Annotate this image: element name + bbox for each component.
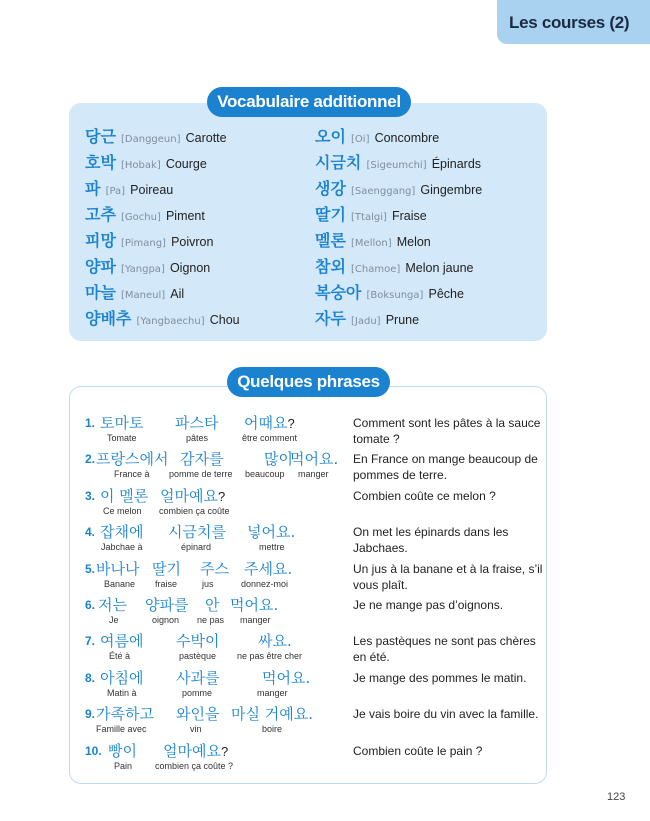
vocab-korean: 파 xyxy=(85,179,101,198)
vocab-item xyxy=(85,306,240,332)
korean-text: 얼마예요 xyxy=(160,487,218,505)
vocab-korean: 딸기 xyxy=(315,205,346,224)
phrase-translation: Un jus à la banane et à la fraise, s’il vous plaît. xyxy=(353,562,543,592)
vocab-korean: 양파 xyxy=(85,257,116,276)
vocab-romanization: [Maneul] xyxy=(121,290,166,301)
phrase-translation: Combien coûte ce melon ? xyxy=(353,489,496,503)
vocab-item xyxy=(315,306,482,332)
phrase-korean-word xyxy=(100,521,143,542)
vocab-french: Concombre xyxy=(374,131,440,145)
phrase-korean-word xyxy=(231,703,313,724)
vocab-romanization: [Oi] xyxy=(351,134,370,145)
phrase-number: 3. xyxy=(85,489,96,503)
phrase-number: 2. xyxy=(85,452,96,466)
vocabulary-column-left xyxy=(85,124,240,332)
phrase-gloss: donnez-moi xyxy=(241,579,289,589)
korean-text: 빵이 xyxy=(108,742,137,760)
korean-text: 가족하고 xyxy=(96,705,154,723)
korean-text: 어때요 xyxy=(244,414,288,432)
korean-text: 감자를 xyxy=(180,450,224,468)
korean-text: 잡채에 xyxy=(100,523,144,541)
korean-text: 와인을 xyxy=(176,705,220,723)
korean-text: 바나나 xyxy=(96,560,140,578)
phrase-number: 4. xyxy=(85,525,96,539)
phrase-gloss: combien ça coûte xyxy=(159,506,230,516)
korean-text: 아침에 xyxy=(100,669,144,687)
phrase-korean-word xyxy=(180,448,223,469)
phrase-translation: Je ne mange pas d’oignons. xyxy=(353,598,504,612)
question-mark: ? xyxy=(217,489,226,504)
question-mark: ? xyxy=(287,416,295,431)
vocab-item xyxy=(315,228,482,254)
korean-text: 마실 거예요. xyxy=(231,705,313,723)
phrase-gloss: Matin à xyxy=(107,688,137,698)
vocab-romanization: [Yangbaechu] xyxy=(136,316,205,327)
phrase-korean-word xyxy=(100,667,143,688)
phrase-gloss: ne pas xyxy=(197,615,225,625)
korean-text: 안 xyxy=(205,596,220,614)
vocab-french: Fraise xyxy=(391,209,427,223)
korean-text: 딸기 xyxy=(152,560,181,578)
korean-text: 토마토 xyxy=(100,414,144,432)
phrase-translation: Je mange des pommes le matin. xyxy=(353,671,527,685)
vocab-item xyxy=(315,254,482,280)
vocab-french: Chou xyxy=(209,313,240,327)
vocabulary-title: Vocabulaire additionnel xyxy=(207,87,411,117)
vocab-item xyxy=(85,228,240,254)
phrase-gloss: oignon xyxy=(152,615,180,625)
phrase-korean-word xyxy=(98,594,127,615)
vocab-romanization: [Sigeumchi] xyxy=(366,160,427,171)
vocab-romanization: [Mellon] xyxy=(351,238,392,249)
vocab-korean: 양배추 xyxy=(85,309,132,328)
phrase-gloss: pastèque xyxy=(179,651,217,661)
chapter-tab xyxy=(497,0,650,44)
phrase-gloss: Pain xyxy=(114,761,133,771)
phrase-gloss: beaucoup xyxy=(245,469,285,479)
vocab-korean: 호박 xyxy=(85,153,116,172)
phrase-korean-word xyxy=(258,630,292,651)
phrase-number: 6. xyxy=(85,598,96,612)
phrase-gloss: manger xyxy=(240,615,271,625)
vocab-french: Piment xyxy=(165,209,205,223)
phrase-korean-word xyxy=(100,630,143,651)
vocab-romanization: [Gochu] xyxy=(121,212,161,223)
korean-text: 얼마예요 xyxy=(163,742,221,760)
vocab-french: Melon xyxy=(396,235,431,249)
phrase-korean-word xyxy=(247,521,295,542)
question-mark: ? xyxy=(220,744,229,759)
phrase-korean-word xyxy=(205,594,220,615)
vocab-french: Courge xyxy=(165,157,207,171)
vocab-french: Oignon xyxy=(169,261,211,275)
phrase-korean-word xyxy=(262,667,310,688)
vocab-item xyxy=(315,124,482,150)
vocab-korean: 당근 xyxy=(85,127,116,146)
phrase-gloss: Jabchae à xyxy=(101,542,143,552)
vocab-item xyxy=(85,124,240,150)
phrase-gloss: Tomate xyxy=(107,433,137,443)
vocab-romanization: [Boksunga] xyxy=(366,290,424,301)
phrase-gloss: boire xyxy=(262,724,283,734)
vocab-item xyxy=(315,280,482,306)
vocab-romanization: [Pa] xyxy=(105,186,126,197)
phrase-korean-word xyxy=(145,594,188,615)
phrase-number: 7. xyxy=(85,634,96,648)
vocab-korean: 마늘 xyxy=(85,283,116,302)
vocab-french: Épinards xyxy=(431,157,482,171)
phrase-gloss: Banane xyxy=(104,579,136,589)
phrase-korean-word xyxy=(264,448,293,469)
vocab-french: Ail xyxy=(170,287,185,301)
vocab-item xyxy=(85,176,240,202)
korean-text: 싸요. xyxy=(258,632,292,650)
korean-text: 프랑스에서 xyxy=(96,450,169,468)
vocab-item xyxy=(85,202,240,228)
vocab-item xyxy=(85,150,240,176)
korean-text: 많이 xyxy=(264,450,293,468)
phrase-gloss: pomme de terre xyxy=(169,469,233,479)
phrase-gloss: Je xyxy=(109,615,119,625)
phrase-korean-word xyxy=(152,558,181,579)
phrase-gloss: pomme xyxy=(182,688,213,698)
phrase-korean-word xyxy=(96,448,168,469)
phrase-gloss: manger xyxy=(257,688,288,698)
korean-text: 먹어요. xyxy=(262,669,311,687)
vocab-korean: 시금치 xyxy=(315,153,362,172)
phrase-korean-word xyxy=(176,703,219,724)
phrase-korean-word xyxy=(175,412,218,433)
korean-text: 여름에 xyxy=(100,632,144,650)
phrase-gloss: fraise xyxy=(155,579,178,589)
vocab-korean: 고추 xyxy=(85,205,116,224)
vocab-korean: 피망 xyxy=(85,231,116,250)
phrase-korean-word xyxy=(230,594,278,615)
phrase-gloss: Été à xyxy=(109,651,131,661)
phrase-number: 9. xyxy=(85,707,96,721)
phrase-gloss: épinard xyxy=(181,542,212,552)
korean-text: 이 멜론 xyxy=(100,487,149,505)
vocab-korean: 참외 xyxy=(315,257,346,276)
chapter-tab-label: Les courses (2) xyxy=(509,13,630,32)
vocab-romanization: [Jadu] xyxy=(351,316,381,327)
vocab-item xyxy=(315,150,482,176)
phrase-gloss: Ce melon xyxy=(103,506,142,516)
phrase-number: 10. xyxy=(85,744,102,758)
phrase-korean-word xyxy=(96,558,139,579)
vocab-french: Prune xyxy=(385,313,420,327)
phrase-korean-word xyxy=(290,448,338,469)
vocab-french: Melon jaune xyxy=(405,261,474,275)
phrase-translation: En France on mange beaucoup de pommes de terre. xyxy=(353,452,538,482)
korean-text: 시금치를 xyxy=(168,523,226,541)
phrase-korean-word xyxy=(244,412,295,433)
korean-text: 양파를 xyxy=(145,596,189,614)
vocab-item xyxy=(315,176,482,202)
vocab-item xyxy=(85,280,240,306)
page-number: 123 xyxy=(607,791,626,803)
phrase-gloss: combien ça coûte ? xyxy=(155,761,234,771)
korean-text: 사과를 xyxy=(176,669,220,687)
vocab-item xyxy=(315,202,482,228)
phrase-korean-word xyxy=(100,412,143,433)
vocab-romanization: [Pimang] xyxy=(121,238,166,249)
phrase-number: 5. xyxy=(85,562,96,576)
phrase-gloss: être comment xyxy=(242,433,298,443)
vocab-romanization: [Yangpa] xyxy=(121,264,165,275)
phrase-translation: Combien coûte le pain ? xyxy=(353,744,483,758)
korean-text: 저는 xyxy=(98,596,127,614)
phrase-korean-word xyxy=(176,630,219,651)
vocab-romanization: [Hobak] xyxy=(121,160,161,171)
phrase-translation: Je vais boire du vin avec la famille. xyxy=(353,707,539,721)
vocab-romanization: [Ttalgi] xyxy=(351,212,387,223)
phrase-gloss: Famille avec xyxy=(96,724,147,734)
vocab-french: Poireau xyxy=(130,183,174,197)
korean-text: 수박이 xyxy=(176,632,220,650)
phrase-korean-word xyxy=(176,667,219,688)
vocab-korean: 생강 xyxy=(315,179,346,198)
phrase-korean-word xyxy=(163,740,228,761)
vocab-korean: 오이 xyxy=(315,127,346,146)
phrase-gloss: ne pas être cher xyxy=(237,651,303,661)
phrase-korean-word xyxy=(200,558,229,579)
phrase-gloss: mettre xyxy=(259,542,285,552)
vocab-romanization: [Danggeun] xyxy=(121,134,181,145)
phrase-translation: On met les épinards dans les Jabchaes. xyxy=(353,525,509,555)
vocab-romanization: [Saenggang] xyxy=(351,186,416,197)
phrase-gloss: manger xyxy=(298,469,329,479)
vocab-item xyxy=(85,254,240,280)
phrase-korean-word xyxy=(168,521,226,542)
phrase-number: 1. xyxy=(85,416,96,430)
vocab-french: Poivron xyxy=(171,235,214,249)
phrase-gloss: jus xyxy=(202,579,214,589)
phrase-korean-word xyxy=(100,485,148,506)
phrase-gloss: vin xyxy=(190,724,202,734)
phrase-translation: Les pastèques ne sont pas chères en été. xyxy=(353,634,536,664)
korean-text: 넣어요. xyxy=(247,523,296,541)
korean-text: 주스 xyxy=(200,560,229,578)
vocab-romanization: [Chamoe] xyxy=(351,264,401,275)
vocabulary-column-right xyxy=(315,124,482,332)
vocab-korean: 복숭아 xyxy=(315,283,362,302)
korean-text: 먹어요. xyxy=(230,596,279,614)
phrase-gloss: pâtes xyxy=(186,433,209,443)
phrase-korean-word xyxy=(160,485,225,506)
vocab-korean: 자두 xyxy=(315,309,346,328)
phrases-title: Quelques phrases xyxy=(227,367,390,397)
korean-text: 파스타 xyxy=(175,414,219,432)
phrase-korean-word xyxy=(96,703,154,724)
vocab-french: Gingembre xyxy=(420,183,483,197)
korean-text: 먹어요. xyxy=(290,450,339,468)
phrase-translation: Comment sont les pâtes à la sauce tomate ? xyxy=(353,416,541,446)
phrase-korean-word xyxy=(108,740,137,761)
phrase-korean-word xyxy=(244,558,292,579)
vocab-korean: 멜론 xyxy=(315,231,346,250)
vocab-french: Carotte xyxy=(185,131,227,145)
phrase-gloss: France à xyxy=(114,469,150,479)
vocab-french: Pêche xyxy=(428,287,464,301)
phrase-number: 8. xyxy=(85,671,96,685)
korean-text: 주세요. xyxy=(244,560,293,578)
